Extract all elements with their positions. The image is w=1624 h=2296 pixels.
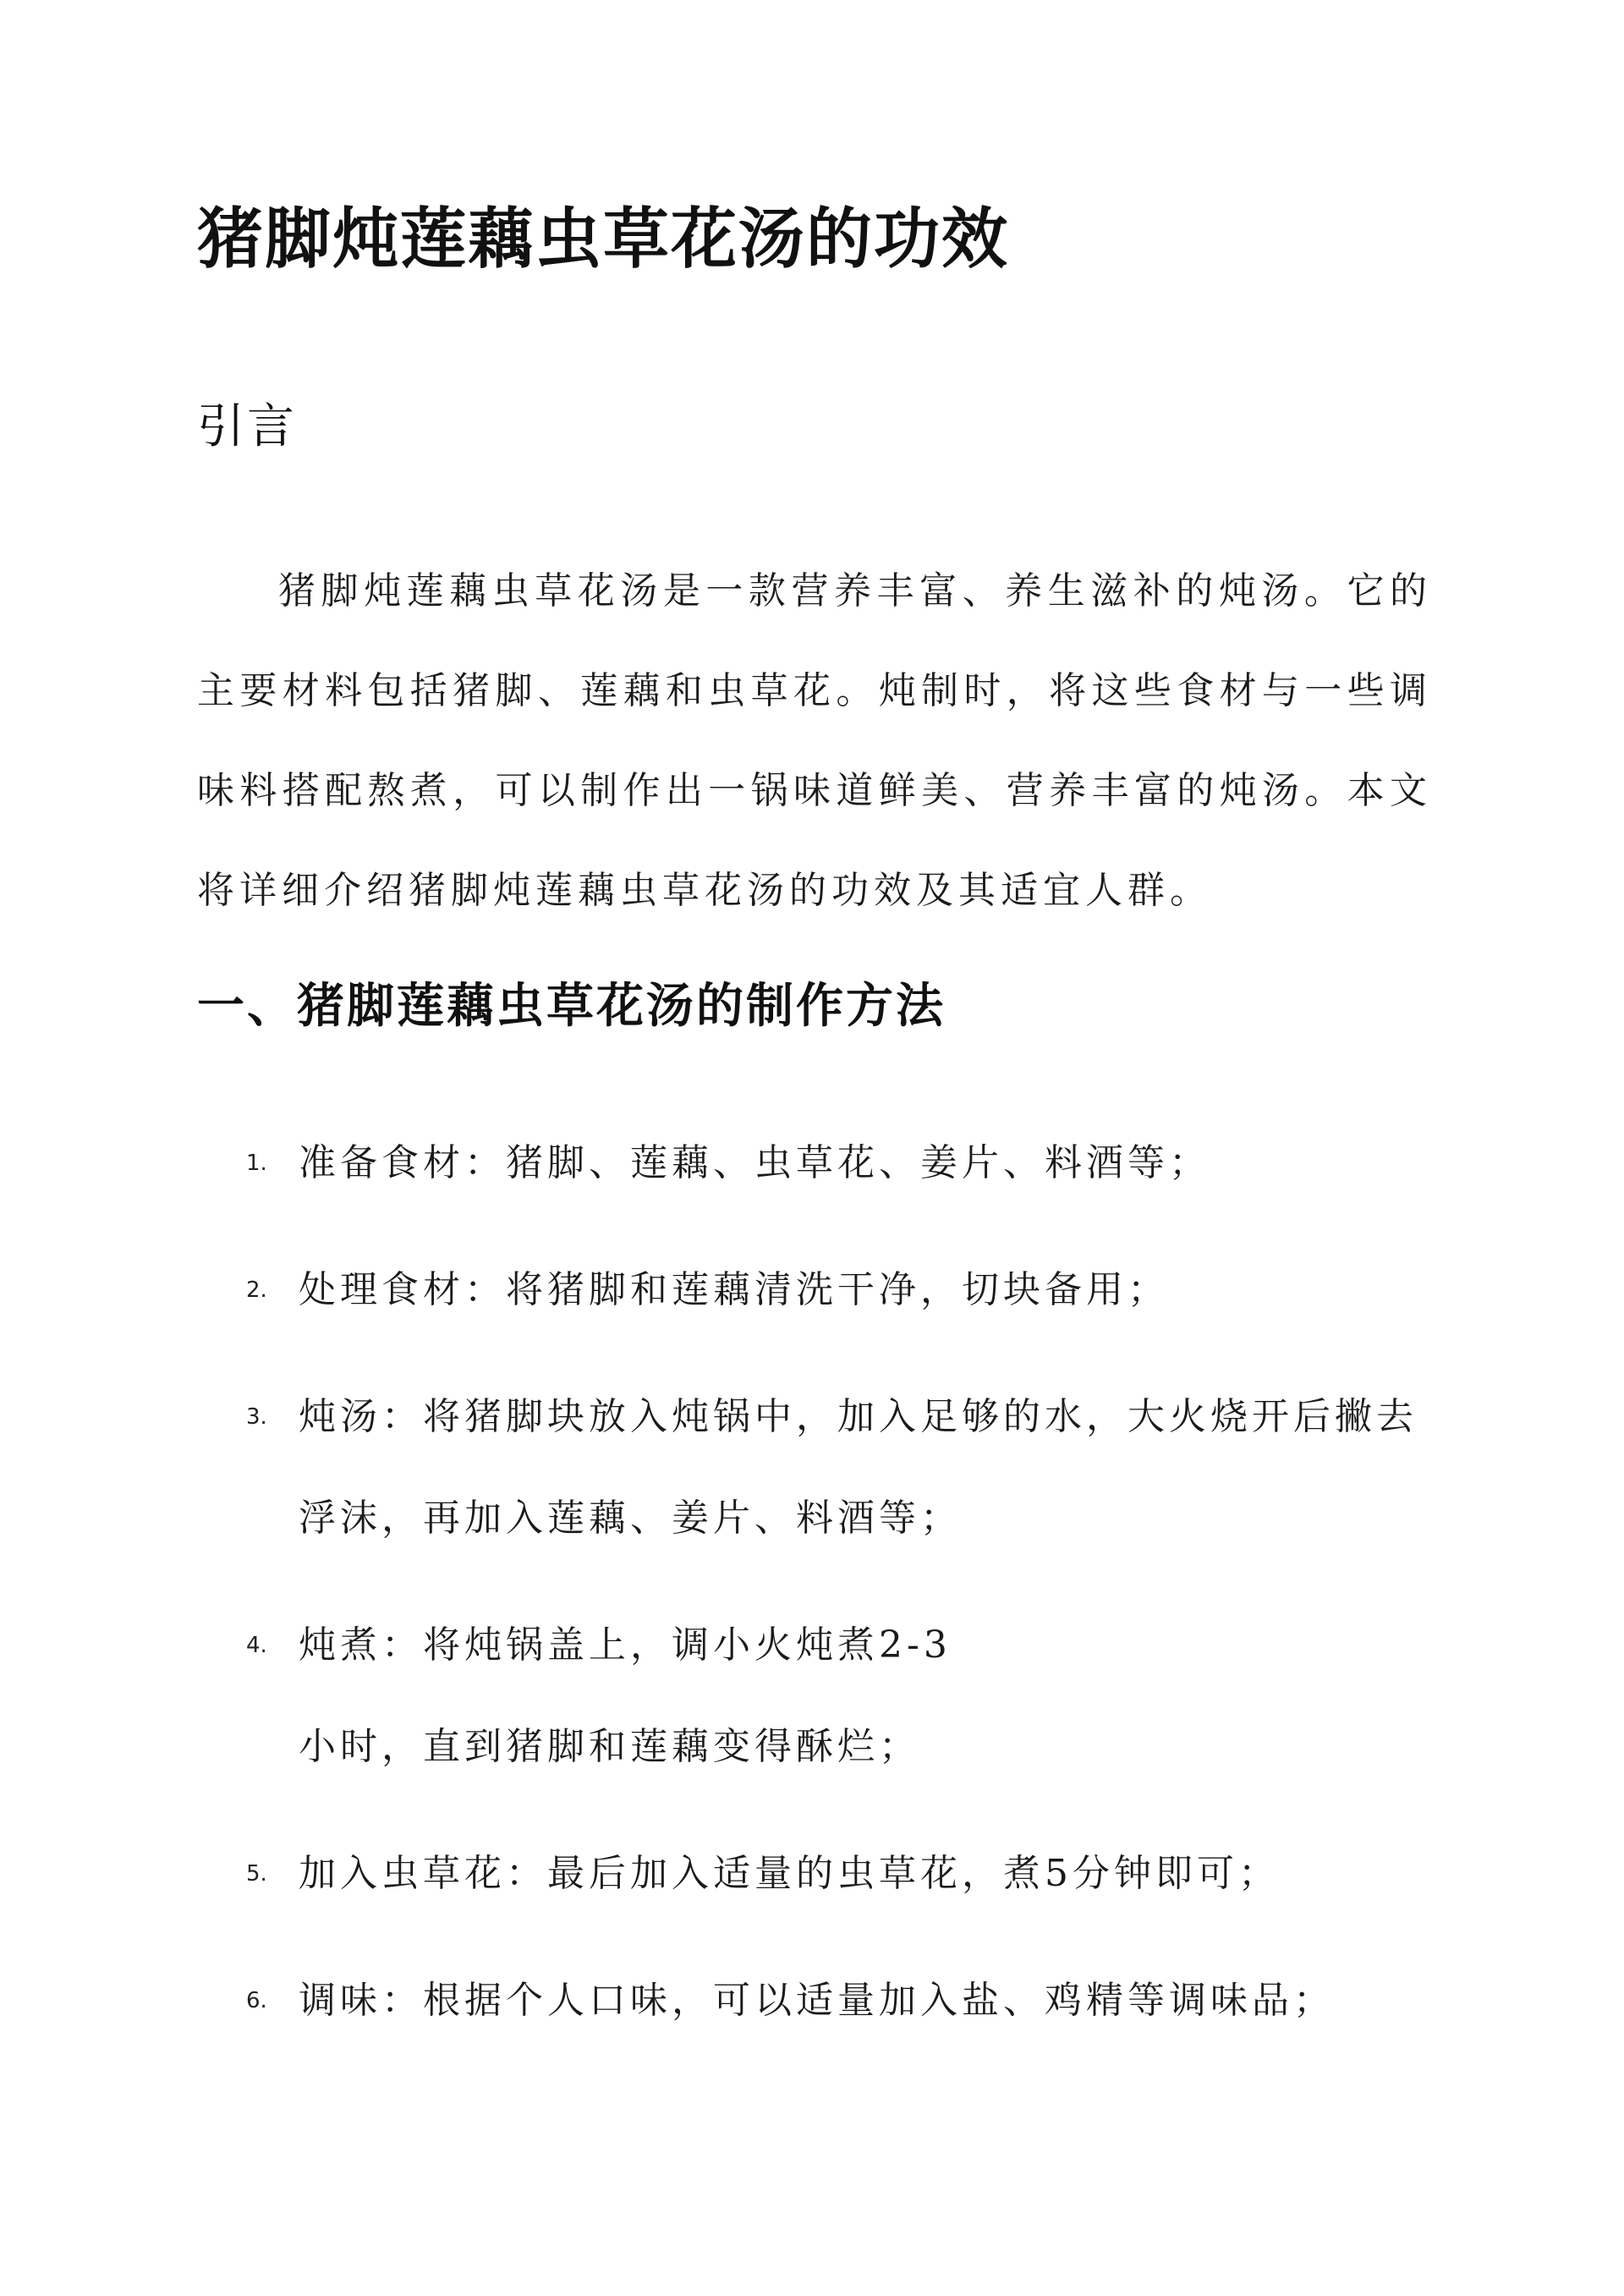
step-text: 处理食材：将猪脚和莲藕清洗干净，切块备用；	[299, 1268, 1169, 1311]
list-item	[197, 1239, 1432, 1341]
step-text: 准备食材：猪脚、莲藕、虫草花、姜片、料酒等；	[299, 1141, 1210, 1184]
method-heading: 一、猪脚莲藕虫草花汤的制作方法	[197, 979, 946, 1034]
intro-heading: 引言	[197, 399, 297, 454]
intro-paragraph: 猪脚炖莲藕虫草花汤是一款营养丰富、养生滋补的炖汤。它的主要材料包括猪脚、莲藕和虫草花。炖制时，将这些食材与一些调味料搭配熬煮，可以制作出一锅味道鲜美、营养丰富的炖汤。本文将详细介绍猪脚炖莲藕虫草花汤的功效及其适宜人群。	[197, 569, 1432, 912]
step-text: 加入虫草花：最后加入适量的虫草花，煮5分钟即可；	[299, 1852, 1280, 1895]
step-number: 2.	[246, 1277, 267, 1303]
method-steps-list	[197, 1112, 1432, 2077]
step-number: 6.	[246, 1988, 267, 2013]
document-title: 猪脚炖莲藕虫草花汤的功效	[197, 201, 1010, 277]
list-item	[197, 1950, 1432, 2052]
step-number: 3.	[246, 1404, 267, 1430]
step-number: 4.	[246, 1633, 267, 1658]
list-item	[197, 1595, 1432, 1798]
list-item	[197, 1366, 1432, 1569]
step-number: 1.	[246, 1151, 267, 1176]
step-text: 炖汤：将猪脚块放入炖锅中，加入足够的水，大火烧开后撇去浮沫，再加入莲藕、姜片、料酒等；	[299, 1395, 1418, 1540]
list-item	[197, 1112, 1432, 1214]
step-number: 5.	[246, 1861, 267, 1887]
list-item	[197, 1823, 1432, 1925]
step-text: 炖煮：将炖锅盖上，调小火炖煮2-3小时，直到猪脚和莲藕变得酥烂；	[299, 1623, 952, 1768]
step-text: 调味：根据个人口味，可以适量加入盐、鸡精等调味品；	[299, 1979, 1335, 2022]
